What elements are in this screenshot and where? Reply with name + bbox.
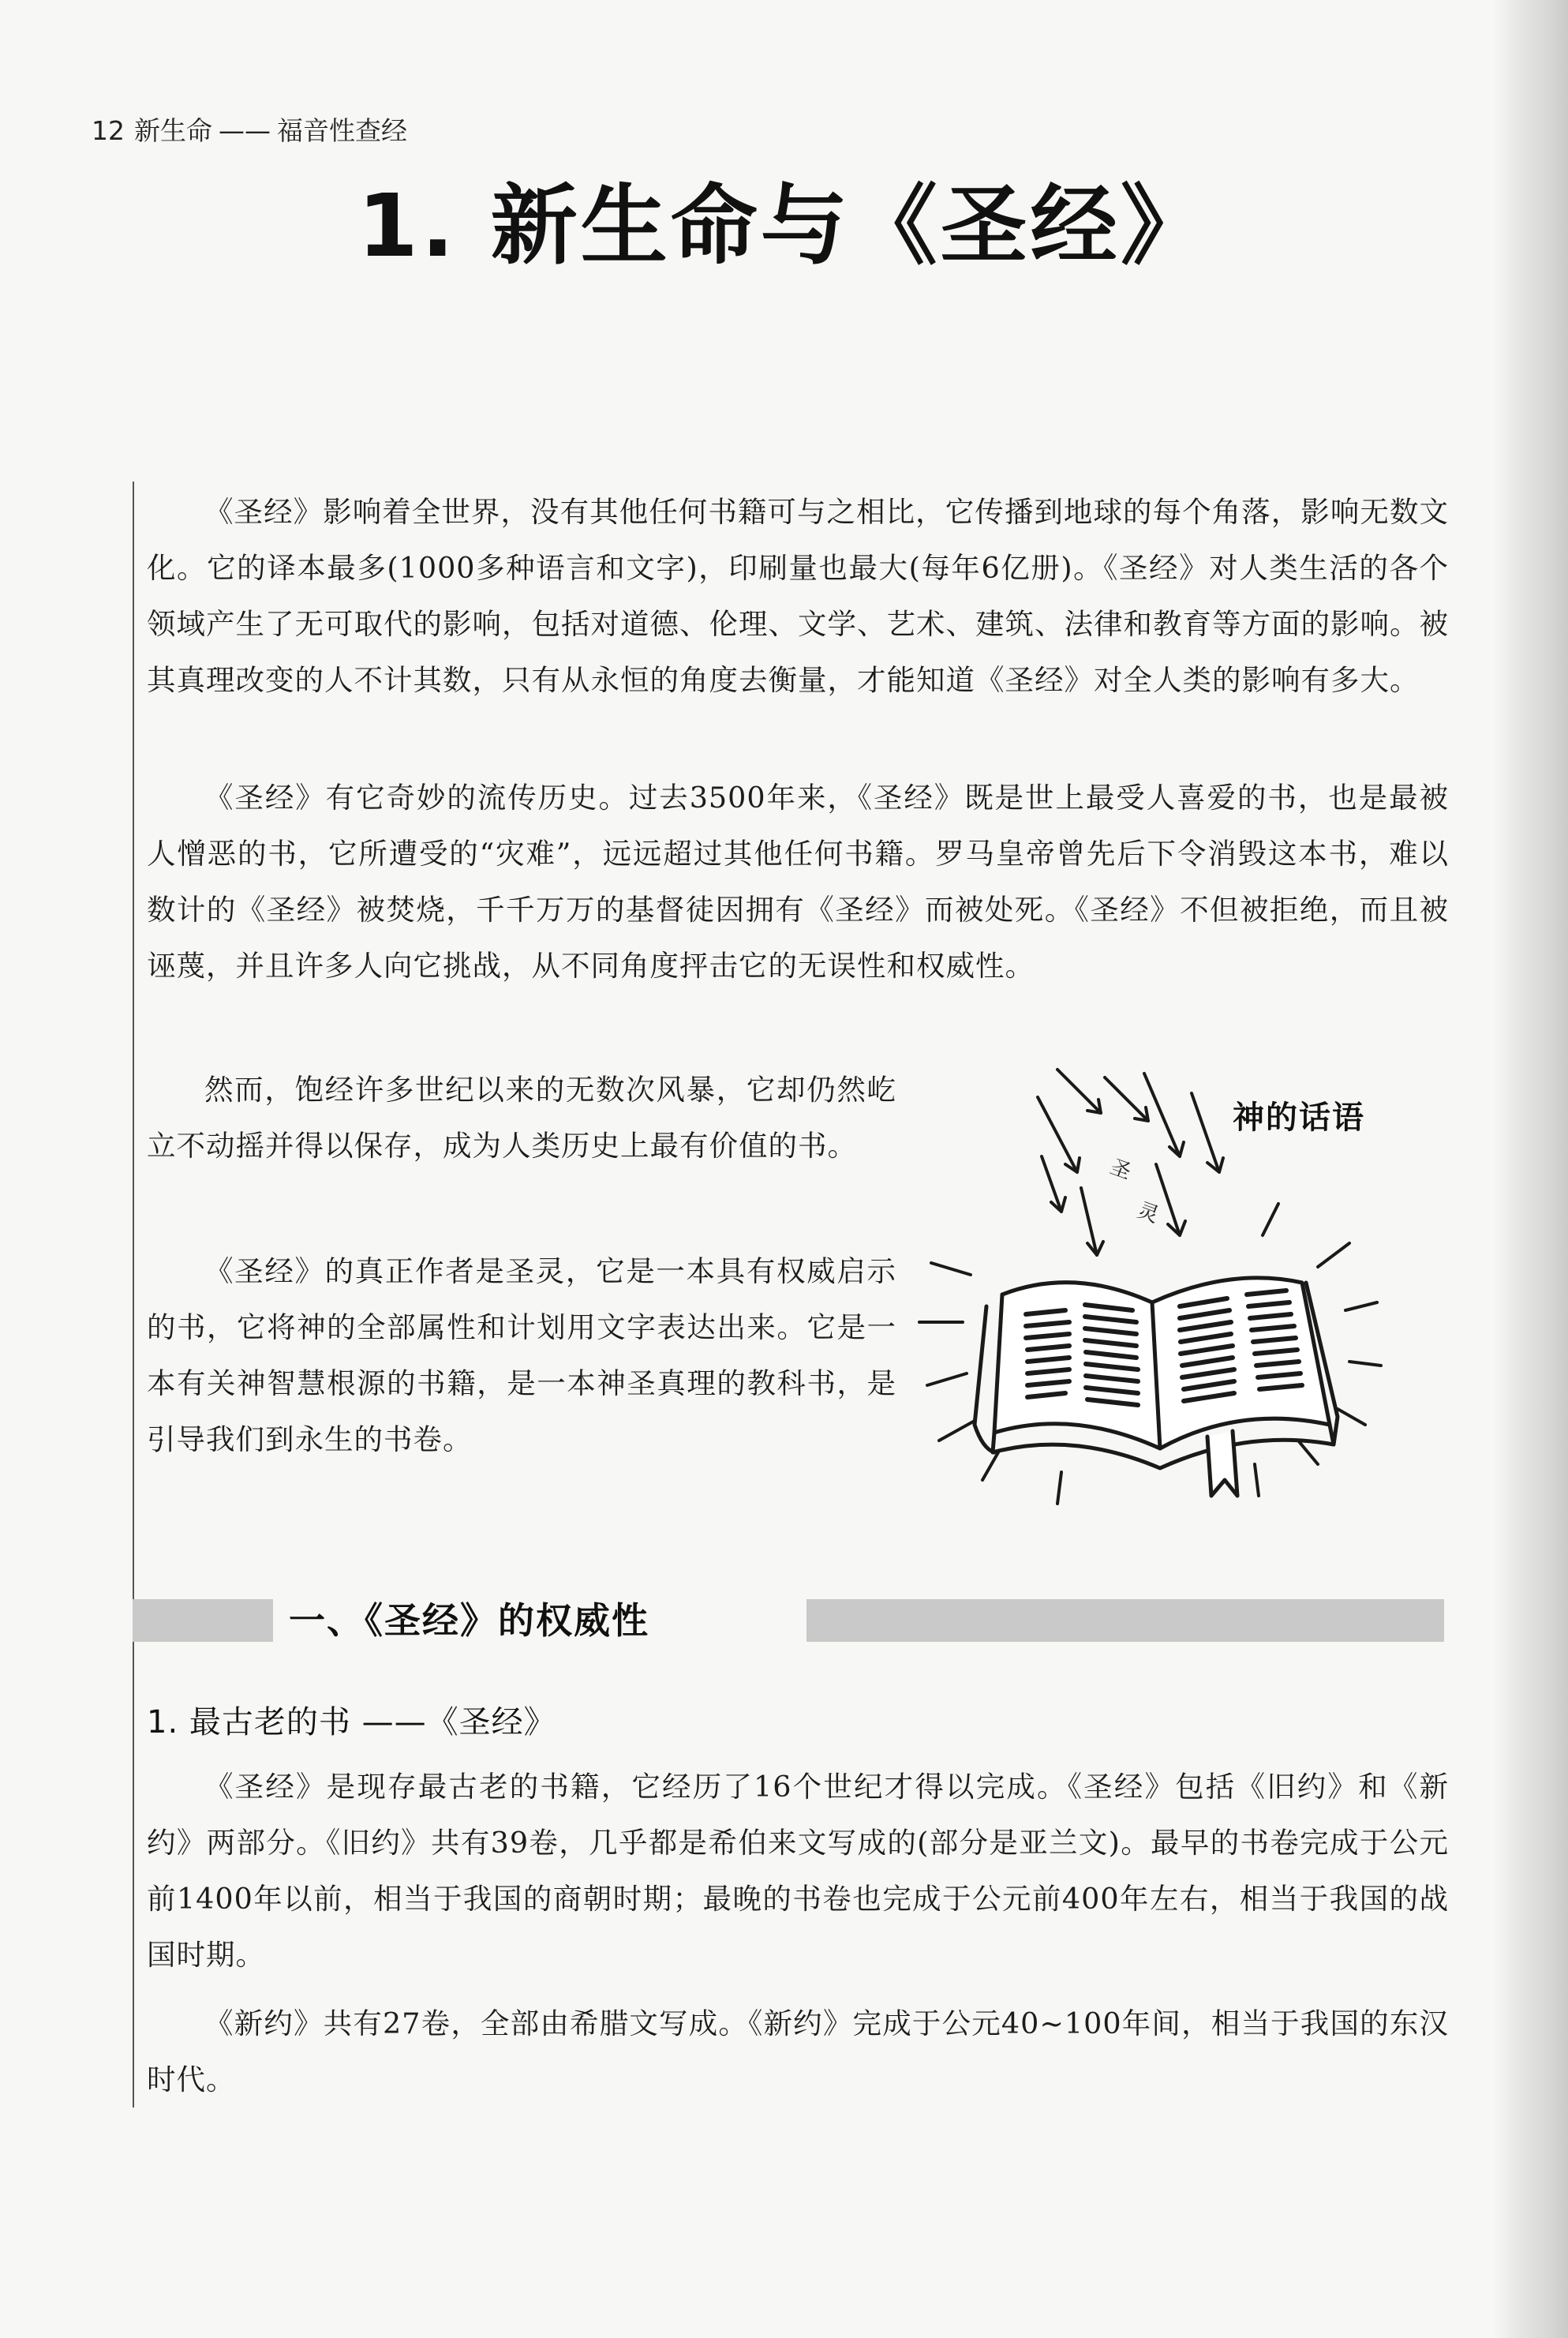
section-heading-bar	[133, 1598, 1444, 1643]
page-number: 12	[92, 115, 125, 146]
running-header	[92, 111, 407, 148]
chapter-title: 1. 新生命与《圣经》	[357, 175, 1211, 276]
header-separator: ——	[219, 115, 271, 146]
section-bar-left	[133, 1599, 273, 1642]
scan-edge-shadow	[1493, 0, 1568, 2338]
section-paragraph-2: 《新约》共有27卷，全部由希腊文写成。《新约》完成于公元40~100年间，相当于我国的东汉时代。	[147, 2006, 1449, 2096]
intro-paragraph-1: 《圣经》影响着全世界，没有其他任何书籍可与之相比，它传播到地球的每个角落，影响无数文化。它的译本最多(1000多种语言和文字)，印刷量也最大(每年6亿册)。《圣经》对人类生活的各个领域产生了无可取代的影响，包括对道德、伦理、文学、艺术、建筑、法律和教育等方面的影响。被其真理改变的人不计其数，只有从永恒的角度去衡量，才能知道《圣经》对全人类的影响有多大。	[147, 495, 1449, 697]
section-bar-right	[806, 1599, 1444, 1642]
margin-rule	[133, 481, 134, 2108]
book-title: 新生命	[134, 115, 212, 146]
intro-paragraph-2: 《圣经》有它奇妙的流传历史。过去3500年来，《圣经》既是世上最受人喜爱的书，也是最被人憎恶的书，它所遭受的“灾难”，远远超过其他任何书籍。罗马皇帝曾先后下令消毁这本书，难以数计的《圣经》被焚烧，千千万万的基督徒因拥有《圣经》而被处死。《圣经》不但被拒绝，而且被诬蔑，并且许多人向它挑战，从不同角度抨击它的无误性和权威性。	[147, 781, 1449, 983]
illus-text-ling: 灵	[1134, 1198, 1162, 1228]
section-paragraph-1: 《圣经》是现存最古老的书籍，它经历了16个世纪才得以完成。《圣经》包括《旧约》和《新约》两部分。《旧约》共有39卷，几乎都是希伯来文写成的(部分是亚兰文)。最早的书卷完成于公元前1400年以前，相当于我国的商朝时期；最晚的书卷也完成于公元前400年左右，相当于我国的战国时期。	[147, 1770, 1449, 1972]
illus-text-sheng: 圣	[1106, 1155, 1135, 1185]
intro-paragraph-3: 然而，饱经许多世纪以来的无数次风暴，它却仍然屹立不动摇并得以保存，成为人类历史上最有价值的书。	[147, 1073, 896, 1163]
book-subtitle: 福音性查经	[277, 115, 407, 146]
intro-paragraph-4: 《圣经》的真正作者是圣灵，它是一本具有权威启示的书，它将神的全部属性和计划用文字表达出来。它是一本有关神智慧根源的书籍，是一本神圣真理的教科书，是引导我们到永生的书卷。	[147, 1254, 896, 1456]
subsection-heading: 1. 最古老的书 ——《圣经》	[147, 1704, 556, 1740]
illustration-label: 神的话语	[1233, 1100, 1365, 1136]
section-heading: 一、《圣经》的权威性	[289, 1599, 649, 1642]
